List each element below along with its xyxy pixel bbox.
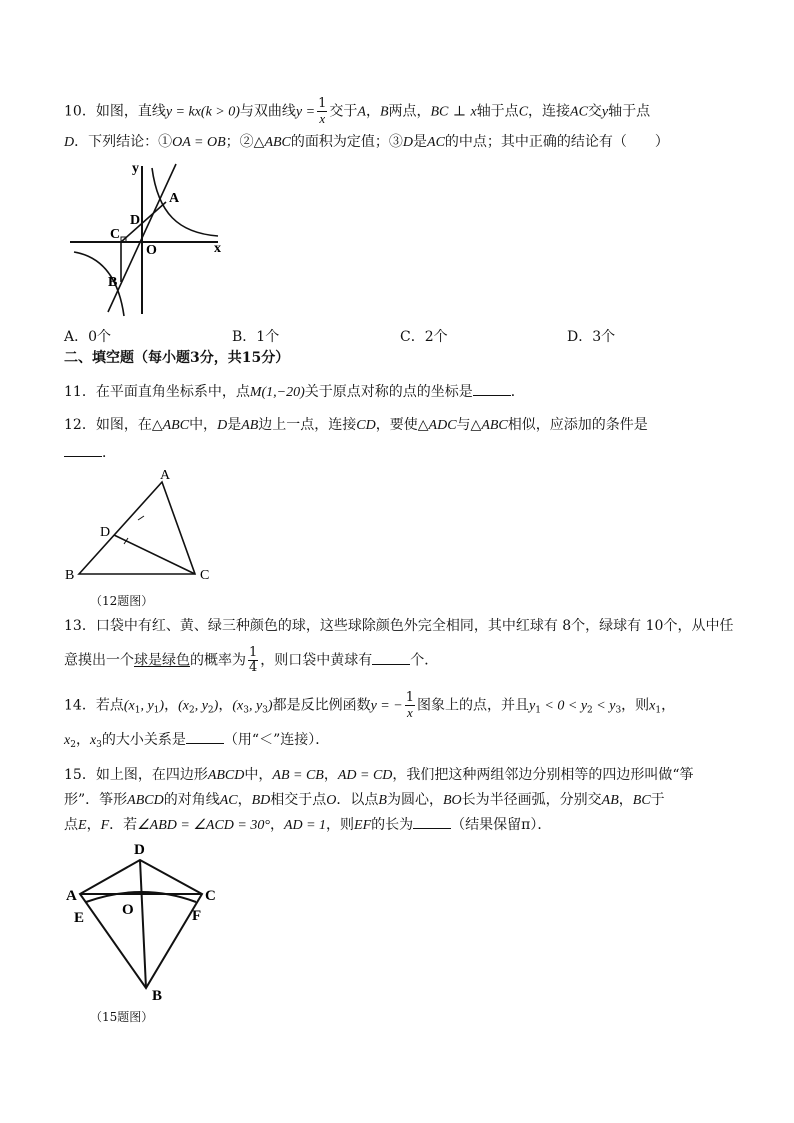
q15-figure xyxy=(62,838,222,1004)
label-C: C xyxy=(110,227,121,242)
answer-blank[interactable] xyxy=(372,652,410,665)
q13-line1: 13．口袋中有红、黄、绿三种颜色的球，这些球除颜色外完全相同，其中红球有 8个，绿球有 10个，从中任 xyxy=(64,618,734,634)
label-y: y xyxy=(132,161,139,176)
q12-figure xyxy=(62,462,222,586)
q12-caption: （12题图） xyxy=(90,594,154,608)
label-F: F xyxy=(192,908,202,924)
label-O: O xyxy=(146,243,157,258)
label-A: A xyxy=(66,888,77,904)
label-B: B xyxy=(108,275,118,290)
label-A: A xyxy=(160,468,171,483)
triangle-ABC xyxy=(79,482,195,574)
label-O: O xyxy=(122,902,134,918)
q12-line1: 12．如图，在△ABC中，D是AB边上一点，连接CD，要使△ADC与△ABC相似，应添加的条件是 xyxy=(64,417,648,433)
label-D: D xyxy=(130,213,141,228)
q10-line2: D．下列结论：①OA = OB；②△ABC的面积为定值；③D是AC的中点；其中正确的结论有（ ） xyxy=(64,134,669,150)
q15-line3: 点E，F．若∠ABD = ∠ACD = 30°，AD = 1，则EF的长为 （结果保留π）． xyxy=(64,817,552,833)
label-D: D xyxy=(134,842,145,858)
answer-blank[interactable] xyxy=(473,383,511,396)
choice-d: D．3个 xyxy=(567,329,616,345)
label-D: D xyxy=(100,525,111,540)
label-B: B xyxy=(65,568,75,583)
answer-blank[interactable] xyxy=(64,444,102,457)
q10-fraction: $\frac{1}{x}$ xyxy=(318,96,327,126)
q10-figure xyxy=(68,158,228,318)
q14-fraction: $\frac{1}{x}$ xyxy=(405,690,414,720)
hyperbola-branch-1 xyxy=(152,168,218,236)
q14-line1: 14．若点($x_1$, $y_1$)，($x_2$, $y_2$)，($x_3$, $y_3$)都是反比例函数y = − $\frac{1}{x}$ 图象上的点，并且$y_1 < 0 < y_2 < y_3$，则$x_1$， xyxy=(64,690,676,720)
label-x: x xyxy=(214,241,221,256)
section-heading: 二、填空题（每小题3分，共15分） xyxy=(64,350,290,366)
label-C: C xyxy=(205,888,216,904)
label-A: A xyxy=(169,191,180,206)
label-C: C xyxy=(200,568,210,583)
q13-fraction: $\frac{1}{4}$ xyxy=(249,645,258,675)
choice-c: C．2个 xyxy=(400,329,448,345)
q14-line2: $x_2$，$x_3$的大小关系是 （用“＜”连接）． xyxy=(64,732,330,750)
q10-line1: 10．如图，直线y = kx(k > 0)与双曲线y = $\frac{1}{x}$ 交于A，B两点，BC ⊥ x轴于点C，连接AC交y轴于点 xyxy=(64,96,651,126)
tick-mark-1 xyxy=(138,516,144,520)
q15-line1: 15．如上图，在四边形ABCD中，AB = CB，AD = CD，我们把这种两组邻边分别相等的四边形叫做“筝 xyxy=(64,767,694,783)
choice-a: A．0个 xyxy=(64,329,112,345)
diagonal-BD xyxy=(140,860,146,988)
answer-blank[interactable] xyxy=(186,731,224,744)
q11: 11．在平面直角坐标系中，点M(1,−20)关于原点对称的点的坐标是 ． xyxy=(64,384,525,400)
q15-caption: （15题图） xyxy=(90,1010,154,1024)
label-E: E xyxy=(74,910,85,926)
q12-line2: ． xyxy=(64,443,116,463)
q10-number: 10． xyxy=(64,103,96,120)
q15-line2: 形”．筝形ABCD的对角线AC，BD相交于点O．以点B为圆心，BO长为半径画弧，分别交AB，BC于 xyxy=(64,792,665,808)
choice-b: B．1个 xyxy=(232,329,280,345)
label-B: B xyxy=(152,988,163,1004)
q13-line2: 意摸出一个球是绿色的概率为 $\frac{1}{4}$ ，则口袋中黄球有 个． xyxy=(64,645,439,675)
answer-blank[interactable] xyxy=(413,816,451,829)
